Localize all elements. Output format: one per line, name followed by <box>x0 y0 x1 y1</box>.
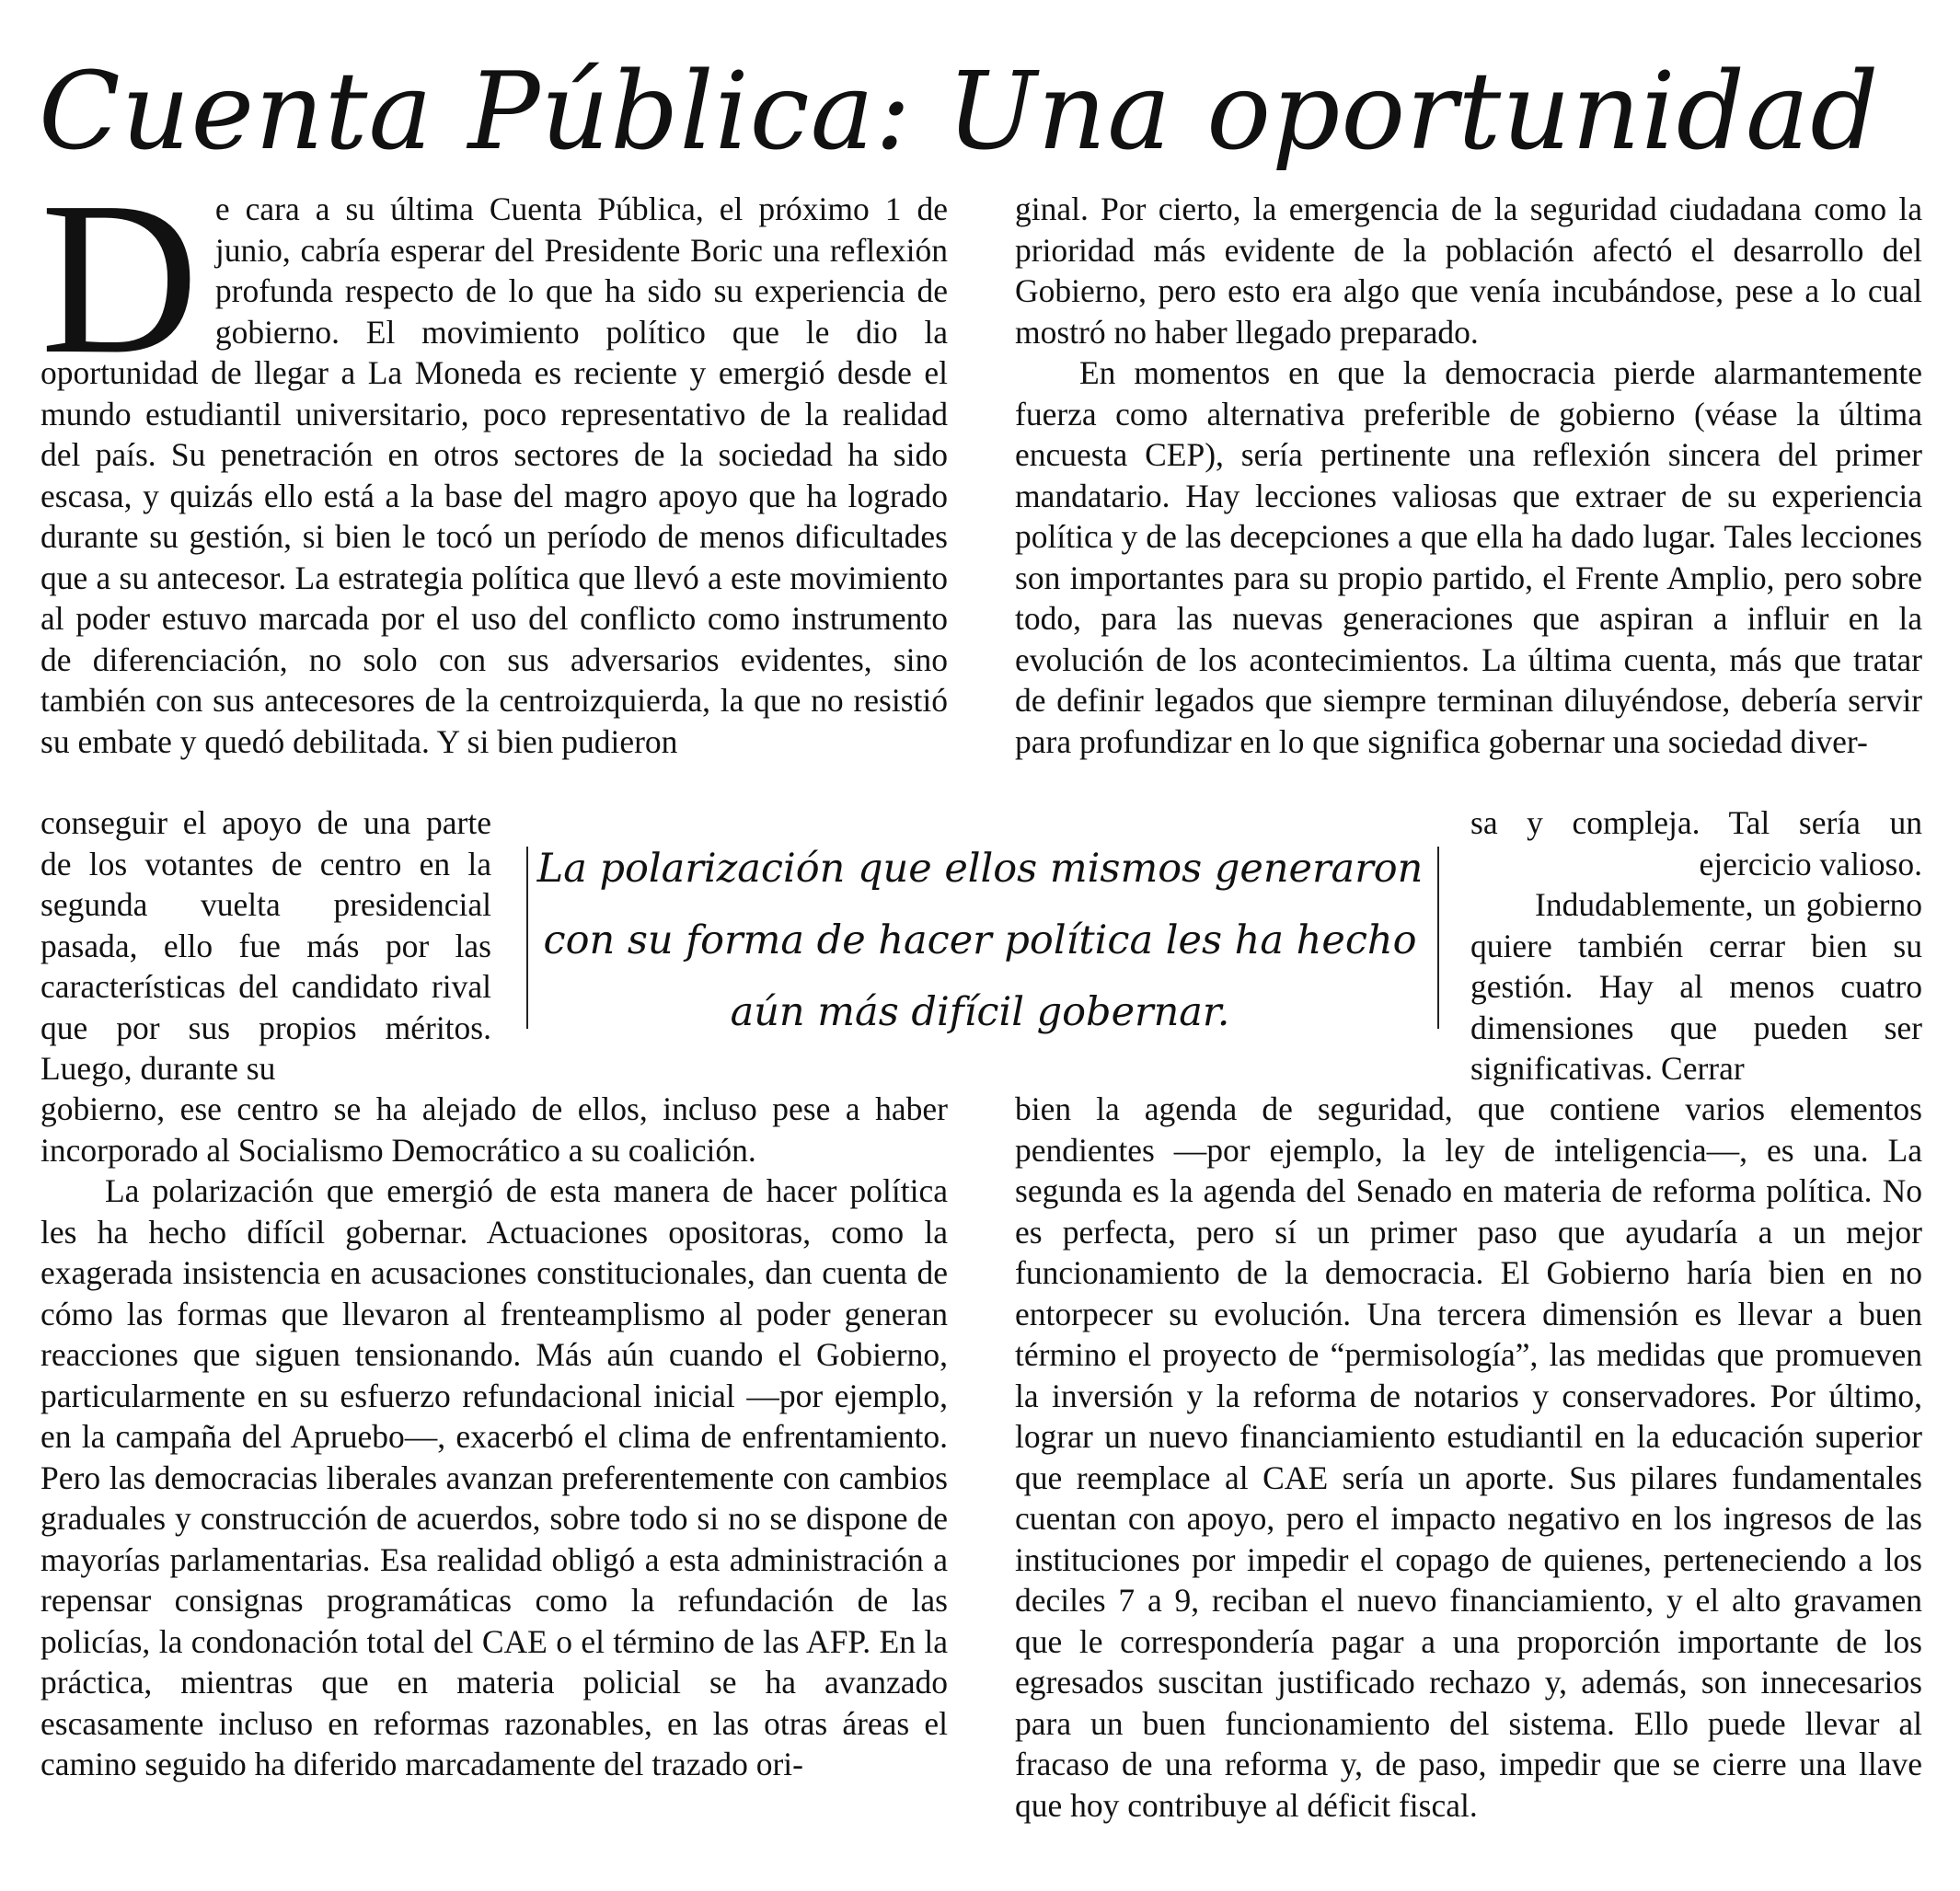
article-title: Cuenta Pública: Una oportunidad <box>39 50 1880 174</box>
paragraph-1-closing: gobierno, ese centro se ha alejado de ellos, incluso pese a haber incorporado al Socialismo Democrático a su coalición. <box>40 1090 948 1169</box>
right-column-narrow <box>1470 802 1922 1090</box>
paragraph-4-continued: bien la agenda de seguridad, que contiene varios elementos pendientes —por ejemplo, la ley de inteligencia—, es una. La segunda es la agenda del Senado en materia de reforma política. No es perfecta, pero sí un primer paso que ayudaría a un mejor funcionamiento de la democracia. El Gobierno haría bien en no entorpecer su evolución. Una tercera dimensión es llevar a buen término el proyecto de “permisología”, las medidas que promueven la inversión y la reforma de notarios y conservadores. Por último, lograr un nuevo financiamiento estudiantil en la educación superior que reemplace al CAE sería un aporte. Sus pilares fundamentales cuentan con apoyo, pero el impacto negativo en los ingresos de las instituciones por impedir el copago de quienes, perteneciendo a los deciles 7 a 9, reciban el nuevo financiamiento, y el alto gravamen que le correspondería pagar a una proporción importante de los egresados suscitan justificado rechazo y, además, son innecesarios para un buen funcionamiento del sistema. Ello puede llevar al fracaso de una reforma y, de paso, impedir que se cierre una llave que hoy contribuye al déficit fiscal. <box>1015 1090 1922 1824</box>
paragraph-1-opening: e cara a su última Cuenta Pública, el próximo 1 de junio, cabría esperar del Presidente Boric una reflexión profunda respecto de lo que ha sido su experiencia de gobierno. El movimiento político que le dio la oportunidad de llegar a La Moneda es reciente y emergió desde el mundo estudiantil universitario, poco representativo de la realidad del país. Su penetración en otros sectores de la sociedad ha sido escasa, y quizás ello está a la base del magro apoyo que ha logrado durante su gestión, si bien le tocó un período de menos dificultades que a su antecesor. La estrategia política que llevó a este movimiento al poder estuvo marcada por el uso del conflicto como instrumento de diferenciación, no solo con sus adversarios evidentes, sino también con sus antecesores de la centroizquierda, la que no resistió su embate y quedó debilitada. Y si bien pudieron <box>40 190 948 760</box>
right-column-bottom <box>1015 1089 1922 1826</box>
pull-quote-left-rule <box>526 847 528 1029</box>
left-column-narrow <box>40 802 491 1090</box>
pull-quote-line-2: con su forma de hacer política les ha hecho <box>543 917 1417 963</box>
left-column-top <box>40 157 948 762</box>
paragraph-2-continued: ginal. Por cierto, la emergencia de la seguridad ciudadana como la prioridad más evidente de la población afectó el desarrollo del Gobierno, pero esto era algo que venía incubándose, pese a lo cual mostró no haber llegado preparado. <box>1015 190 1922 351</box>
paragraph-4-opening: Indudablemente, un gobierno quiere también cerrar bien su gestión. Hay al menos cuatro dimensiones que pueden ser significativas. Cerrar <box>1470 886 1922 1087</box>
drop-cap: D <box>40 157 199 399</box>
right-column-top <box>1015 189 1922 762</box>
left-column-bottom <box>40 1089 948 1785</box>
paragraph-1-middle: conseguir el apoyo de una parte de los votantes de centro en la segunda vuelta presidencial pasada, ello fue más por las características del candidato rival que por sus propios méritos. Luego, durante su <box>40 804 491 1087</box>
pull-quote <box>529 833 1431 1048</box>
paragraph-2: La polarización que emergió de esta manera de hacer política les ha hecho difícil gobernar. Actuaciones opositoras, como la exagerada insistencia en acusaciones constitucionales, dan cuenta de cómo las formas que llevaron al frenteamplismo al poder generan reacciones que siguen tensionando. Más aún cuando el Gobierno, particularmente en su esfuerzo refundacional inicial —por ejemplo, en la campaña del Apruebo—, exacerbó el clima de enfrentamiento. Pero las democracias liberales avanzan preferentemente con cambios graduales y construcción de acuerdos, sobre todo si no se dispone de mayorías parlamentarias. Esa realidad obligó a esta administración a repensar consignas programáticas como la refundación de las policías, la condonación total del CAE o el término de las AFP. En la práctica, mientras que en materia policial se ha avanzado escasamente incluso en reformas razonables, en las otras áreas el camino seguido ha diferido marcadamente del trazado ori- <box>40 1172 948 1782</box>
pull-quote-line-1: La polarización que ellos mismos generaron <box>536 846 1424 892</box>
paragraph-3-closing: sa y compleja. Tal sería un ejercicio valioso. <box>1470 804 1922 882</box>
pull-quote-right-rule <box>1437 847 1439 1029</box>
paragraph-3-opening: En momentos en que la democracia pierde alarmantemente fuerza como alternativa preferible de gobierno (véase la última encuesta CEP), sería pertinente una reflexión sincera del primer mandatario. Hay lecciones valiosas que extraer de su experiencia política y de las decepciones a que ella ha dado lugar. Tales lecciones son importantes para su propio partido, el Frente Amplio, pero sobre todo, para las nuevas generaciones que aspiran a influir en la evolución de los acontecimientos. La última cuenta, más que tratar de definir legados que siempre terminan diluyéndose, debería servir para profundizar en lo que significa gobernar una sociedad diver- <box>1015 354 1922 760</box>
pull-quote-line-3: aún más difícil gobernar. <box>730 989 1230 1035</box>
